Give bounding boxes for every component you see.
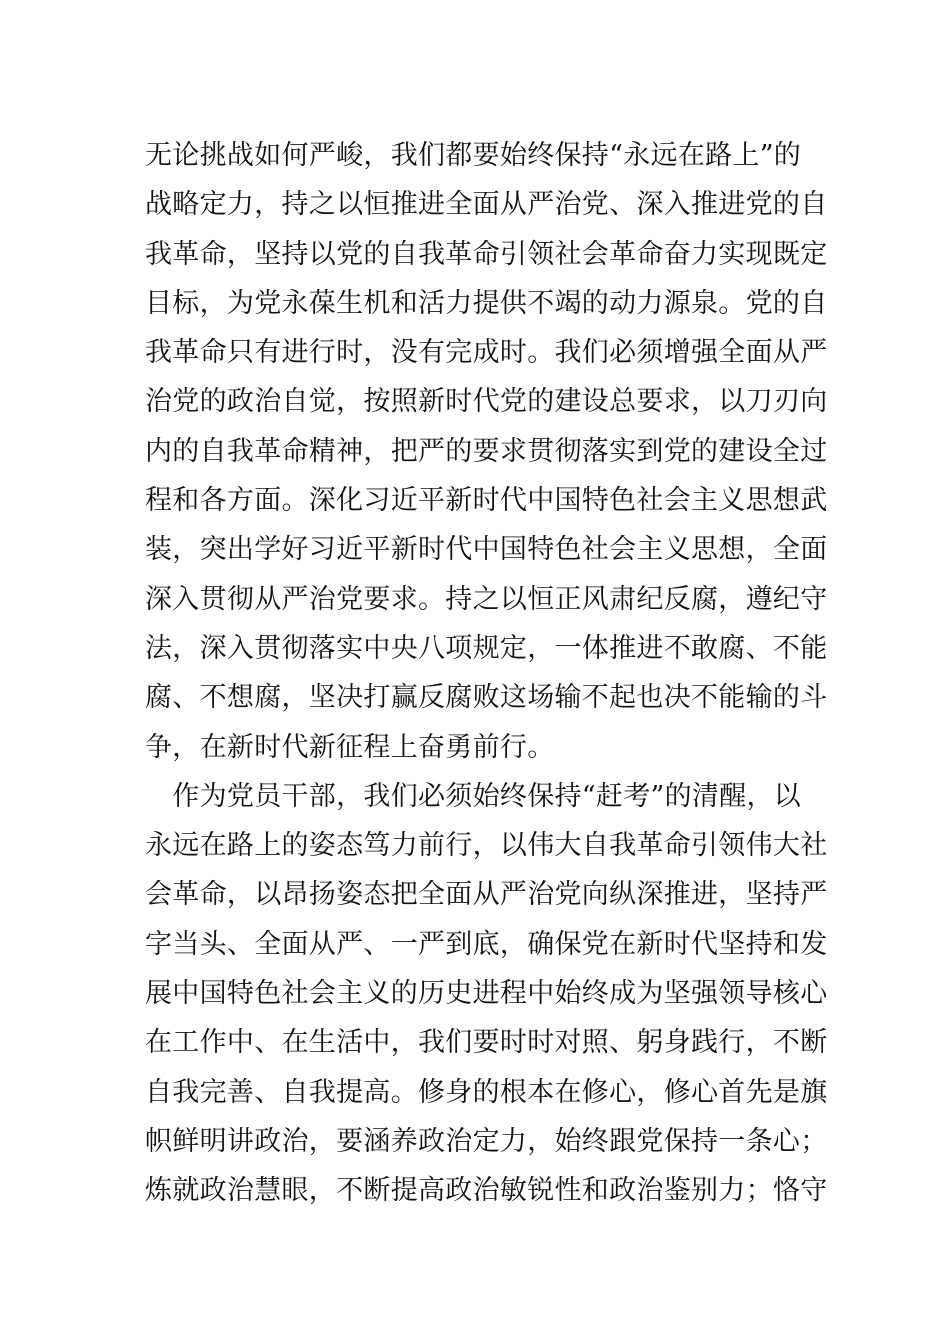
text-line: 内的自我革命精神，把严的要求贯彻落实到党的建设全过 — [145, 435, 828, 467]
text-line: 目标，为党永葆生机和活力提供不竭的动力源泉。党的自 — [145, 287, 828, 319]
text-line: 我革命只有进行时，没有完成时。我们必须增强全面从严 — [145, 337, 828, 369]
text-line: 治党的政治自觉，按照新时代党的建设总要求，以刀刃向 — [145, 386, 828, 418]
body-text — [145, 131, 828, 1216]
text-line: 法，深入贯彻落实中央八项规定，一体推进不敢腐、不能 — [145, 632, 828, 664]
text-line: 自我完善、自我提高。修身的根本在修心，修心首先是旗 — [145, 1076, 828, 1108]
text-line: 在工作中、在生活中，我们要时时对照、躬身践行，不断 — [145, 1027, 828, 1059]
text-line: 字当头、全面从严、一严到底，确保党在新时代坚持和发 — [145, 928, 828, 960]
text-line: 炼就政治慧眼，不断提高政治敏锐性和政治鉴别力；恪守 — [145, 1175, 828, 1207]
text-line: 展中国特色社会主义的历史进程中始终成为坚强领导核心 — [145, 978, 828, 1010]
text-line: 腐、不想腐，坚决打赢反腐败这场输不起也决不能输的斗 — [145, 682, 828, 714]
text-line: 永远在路上的姿态笃力前行，以伟大自我革命引领伟大社 — [145, 830, 828, 862]
text-line: 我革命，坚持以党的自我革命引领社会革命奋力实现既定 — [145, 238, 828, 270]
paragraph-start-line: 作为党员干部，我们必须始终保持“赶考”的清醒，以 — [145, 780, 802, 812]
text-line: 帜鲜明讲政治，要涵养政治定力，始终跟党保持一条心； — [145, 1125, 828, 1157]
text-line: 程和各方面。深化习近平新时代中国特色社会主义思想武 — [145, 485, 828, 517]
text-line: 会革命，以昂扬姿态把全面从严治党向纵深推进，坚持严 — [145, 879, 828, 911]
text-line: 无论挑战如何严峻，我们都要始终保持“永远在路上”的 — [145, 140, 802, 171]
text-line: 装，突出学好习近平新时代中国特色社会主义思想，全面 — [145, 534, 828, 566]
text-line: 深入贯彻从严治党要求。持之以恒正风肃纪反腐，遵纪守 — [145, 583, 828, 615]
text-line: 战略定力，持之以恒推进全面从严治党、深入推进党的自 — [145, 189, 828, 221]
text-line: 争，在新时代新征程上奋勇前行。 — [145, 731, 555, 763]
